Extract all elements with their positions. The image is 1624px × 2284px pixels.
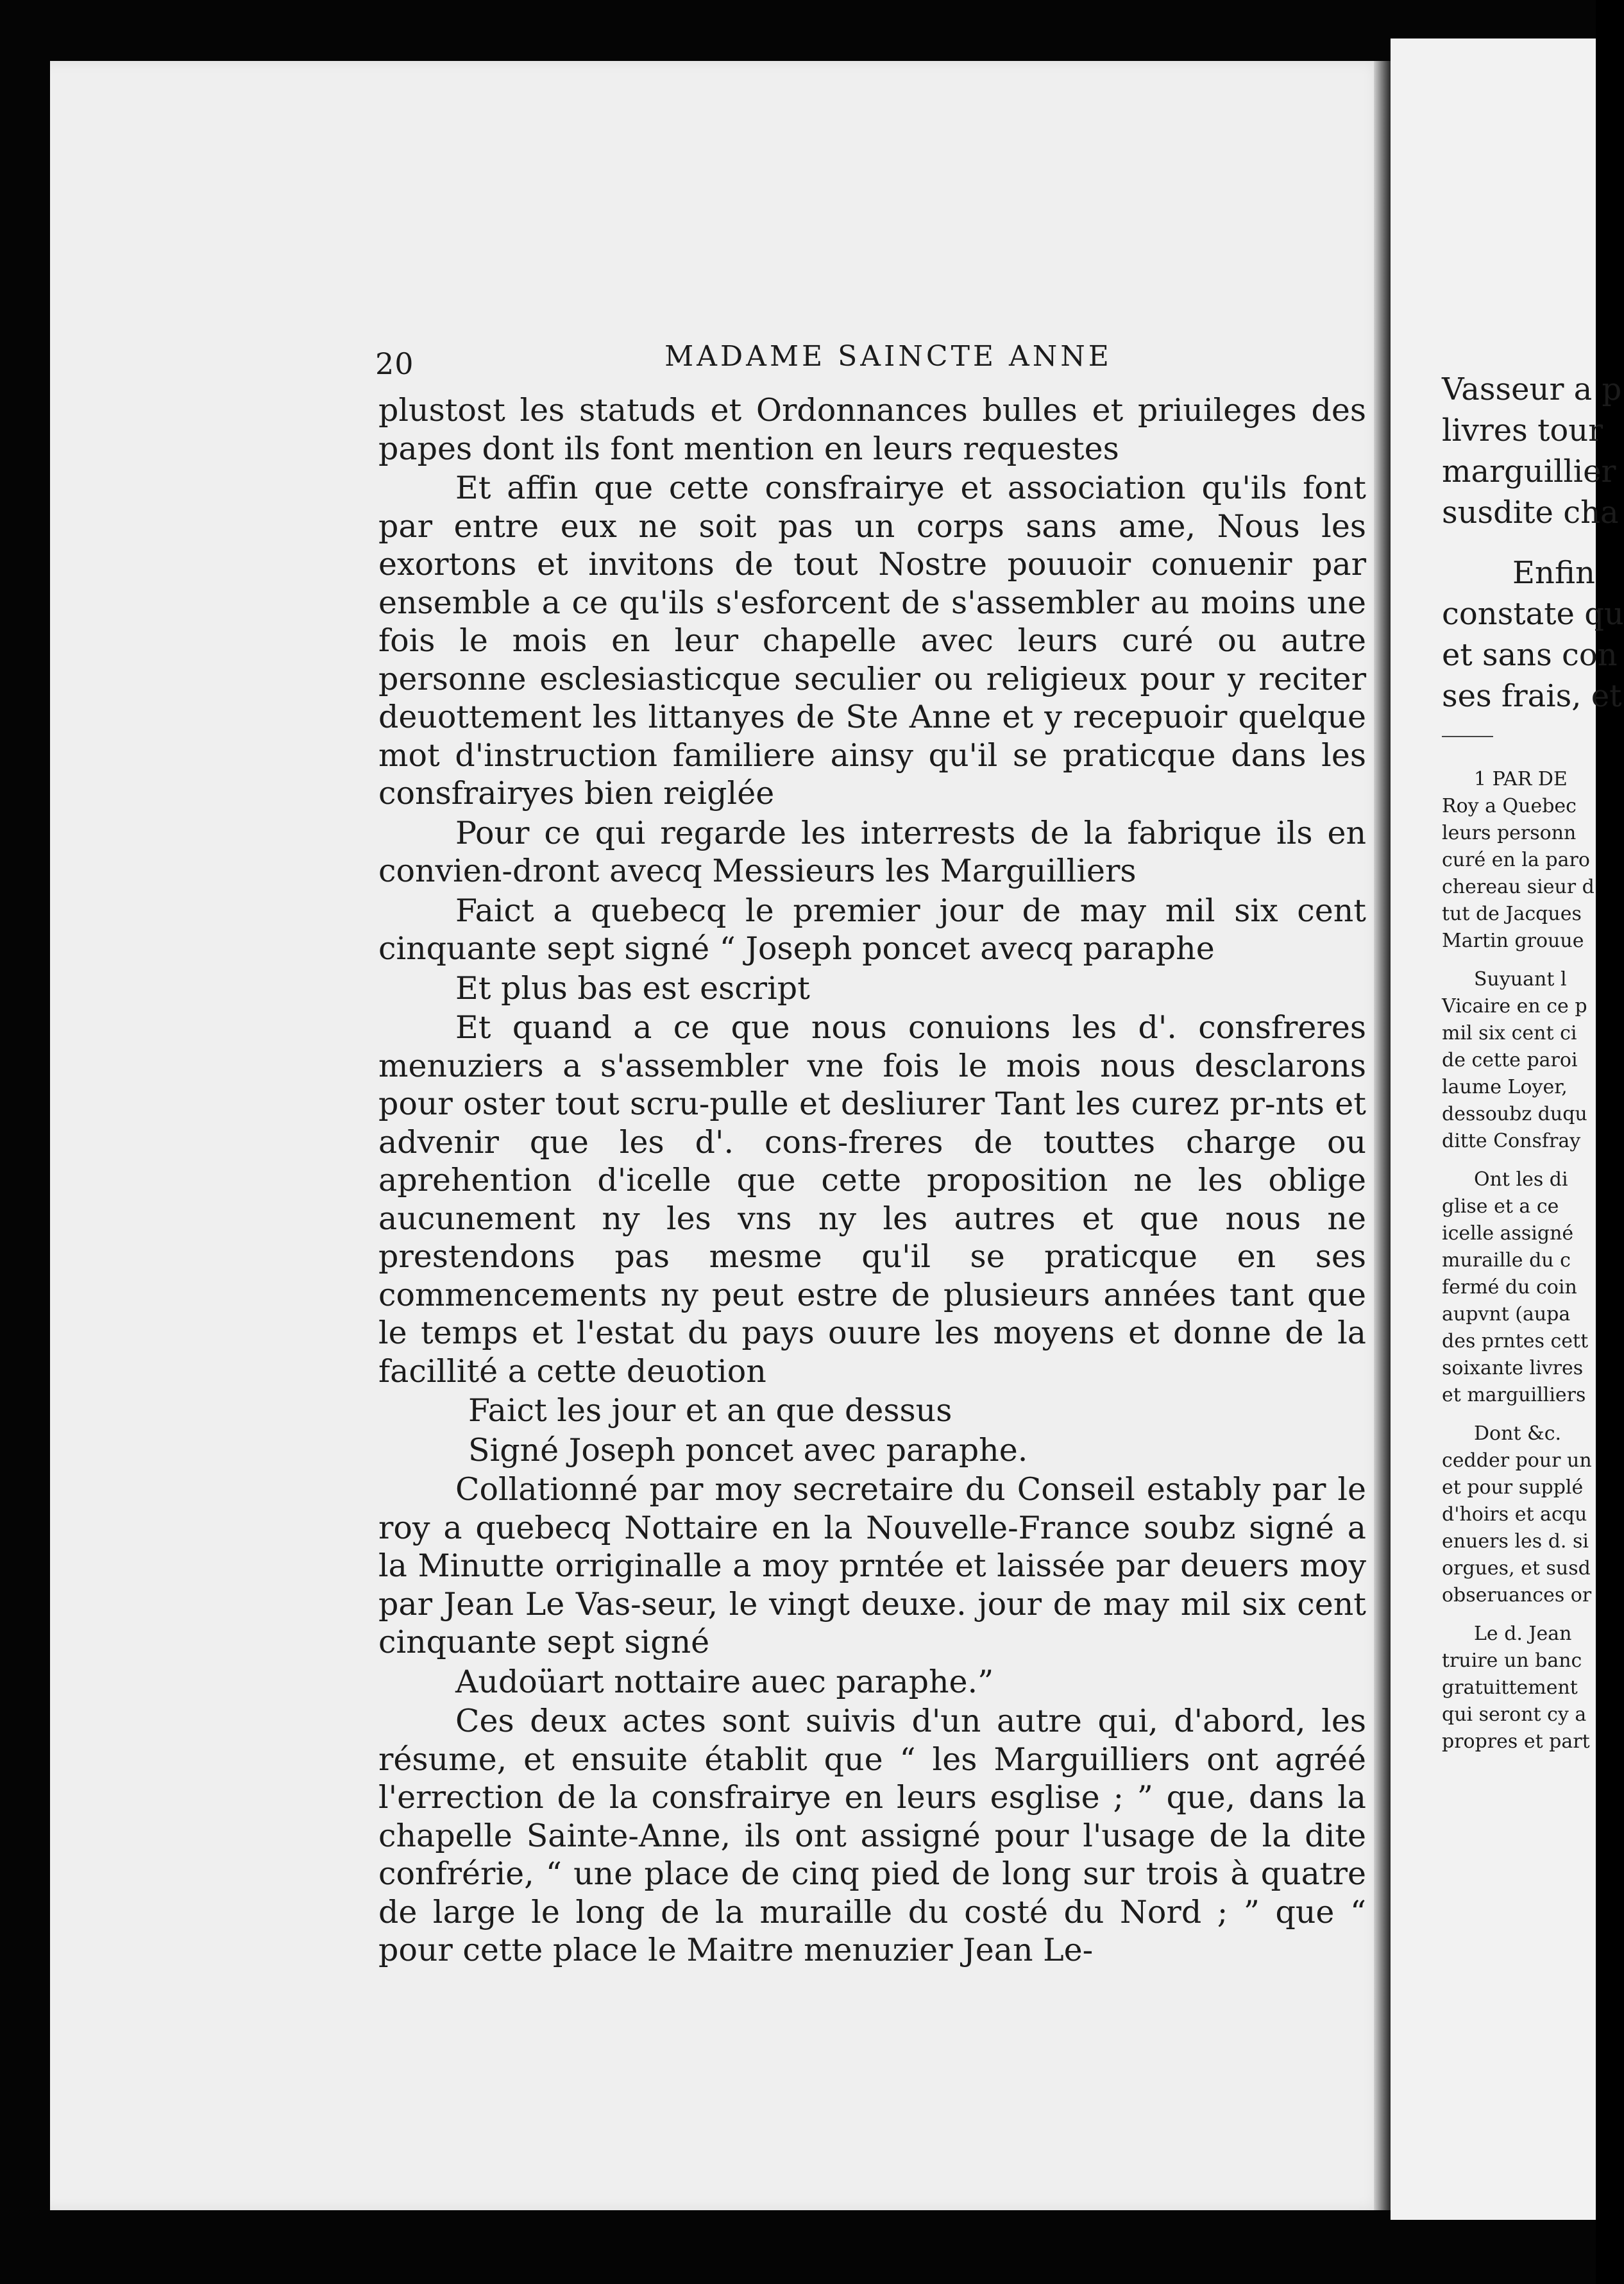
note-line: Vicaire en ce p [1442, 995, 1587, 1018]
right-page-text [1442, 369, 1624, 1755]
note-line: soixante livres [1442, 1357, 1584, 1379]
note-line: Suyuant l [1474, 968, 1567, 991]
note-line: muraille du c [1442, 1249, 1571, 1272]
right-line: ses frais, et [1442, 678, 1622, 714]
paragraph-2: Et affin que cette consfrairye et association qu'ils font par entre eux ne soit pas un corps sans ame, Nous les exortons et invitons de tout Nostre pouuoir conuenir par ensemble a ce qu'ils s'esforcent de s'assembler au moins une fois le mois en leur chapelle avec leurs curé ou autre personne esclesiasticque seculier ou religieux pour y reciter deuottement les littanyes de Ste Anne et y recepuoir quelque mot d'instruction familiere ainsy qu'il se praticque dans les consfrairyes bien reiglée [378, 470, 1366, 812]
paragraph-9: Collationné par moy secretaire du Conseil estably par le roy a quebecq Nottaire en la Nouvelle-France soubz signé a la Minutte orriginalle a moy prntée et laissée par deuers moy par Jean Le Vas-seur, le vingt deuxe. jour de may mil six cent cinquante sept signé [378, 1471, 1366, 1660]
note-line: tut de Jacques [1442, 903, 1582, 925]
book-gutter [1374, 61, 1391, 2210]
note-line: Ont les di [1474, 1168, 1568, 1191]
right-footnotes [1442, 766, 1596, 1755]
right-page [1391, 38, 1624, 2220]
note-line: propres et part [1442, 1730, 1590, 1753]
page-number: 20 [375, 346, 414, 381]
right-paragraph-1 [1442, 369, 1622, 533]
right-line: et sans con [1442, 637, 1618, 673]
note-line: orgues, et susd [1442, 1557, 1591, 1580]
note-line: d'hoirs et acqu [1442, 1503, 1587, 1526]
note-line: des prntes cett [1442, 1330, 1589, 1352]
right-line: Enfin [1512, 555, 1595, 591]
right-line: constate qu [1442, 596, 1624, 632]
right-line: livres tour [1442, 413, 1603, 448]
right-line: susdite cha [1442, 495, 1619, 531]
paragraph-6: Et quand a ce que nous conuions les d'. consfreres menuziers a s'assembler vne fois le mois nous desclarons pour oster tout scru-pulle et desliurer Tant les curez pr-nts et advenir que les d'. cons-freres de touttes charge ou aprehention d'icelle que cette proposition ne les oblige aucunement ny les vns ny les autres et que nous ne prestendons pas mesme qu'il se praticque en ses commencements ny peut estre de plusieurs années tant que le temps et l'estat du pays ouure les moyens et donne de la facillité a cette deuotion [378, 1009, 1366, 1390]
note-line: 1 PAR DE [1474, 768, 1568, 790]
note-line: mil six cent ci [1442, 1022, 1577, 1044]
paragraph-7: Faict les jour et an que dessus [468, 1392, 952, 1429]
running-head [375, 340, 1376, 385]
note-line: glise et a ce [1442, 1195, 1559, 1218]
note-line: Le d. Jean [1474, 1623, 1572, 1645]
note-line: curé en la paro [1442, 849, 1590, 871]
note-line: Martin grouue [1442, 930, 1584, 952]
note-line: obseruances or [1442, 1584, 1592, 1606]
running-title: MADAME SAINCTE ANNE [664, 340, 1112, 373]
note-line: gratuittement [1442, 1676, 1578, 1699]
note-line: laume Loyer, [1442, 1076, 1568, 1098]
note-line: et pour supplé [1442, 1476, 1584, 1499]
body-text [378, 391, 1366, 1971]
paragraph-8: Signé Joseph poncet avec paraphe. [468, 1431, 1028, 1469]
right-line: Vasseur a p [1442, 371, 1622, 407]
right-line: marguillier [1442, 454, 1616, 490]
right-paragraph-2 [1442, 552, 1624, 717]
note-line: dessoubz duqu [1442, 1103, 1587, 1125]
note-line: Roy a Quebec [1442, 795, 1577, 817]
note-line: qui seront cy a [1442, 1703, 1587, 1726]
note-line: fermé du coin [1442, 1276, 1577, 1299]
note-line: aupvnt (aupa [1442, 1303, 1571, 1325]
note-line: de cette paroi [1442, 1049, 1578, 1071]
paragraph-10: Audoüart nottaire auec paraphe.” [455, 1663, 994, 1700]
note-line: truire un banc [1442, 1649, 1582, 1672]
note-line: enuers les d. si [1442, 1530, 1589, 1553]
note-line: ditte Consfray [1442, 1130, 1581, 1152]
note-line: chereau sieur d [1442, 876, 1594, 898]
note-line: leurs personn [1442, 822, 1577, 844]
paragraph-1: plustost les statuds et Ordonnances bulles et priuileges des papes dont ils font mention en leurs requestes [378, 392, 1366, 467]
paragraph-3: Pour ce qui regarde les interrests de la fabrique ils en convien-dront avecq Messieurs les Marguilliers [378, 814, 1366, 889]
paragraph-11: Ces deux actes sont suivis d'un autre qui, d'abord, les résume, et ensuite établit que “ les Marguilliers ont agréé l'errection de la consfrairye en leurs esglise ; ” que, dans la chapelle Sainte-Anne, ils ont assigné pour l'usage de la dite confrérie, “ une place de cinq pied de long sur trois à quatre de large le long de la muraille du costé du Nord ; ” que “ pour cette place le Maitre menuzier Jean Le- [378, 1703, 1366, 1968]
note-line: Dont &c. [1474, 1422, 1562, 1445]
paragraph-4: Faict a quebecq le premier jour de may mil six cent cinquante sept signé “ Joseph poncet avecq paraphe [378, 892, 1366, 967]
footnote-rule [1442, 736, 1493, 737]
note-line: cedder pour un [1442, 1449, 1592, 1472]
note-line: icelle assigné [1442, 1222, 1574, 1245]
paragraph-5: Et plus bas est escript [455, 969, 810, 1007]
note-line: et marguilliers [1442, 1384, 1586, 1406]
